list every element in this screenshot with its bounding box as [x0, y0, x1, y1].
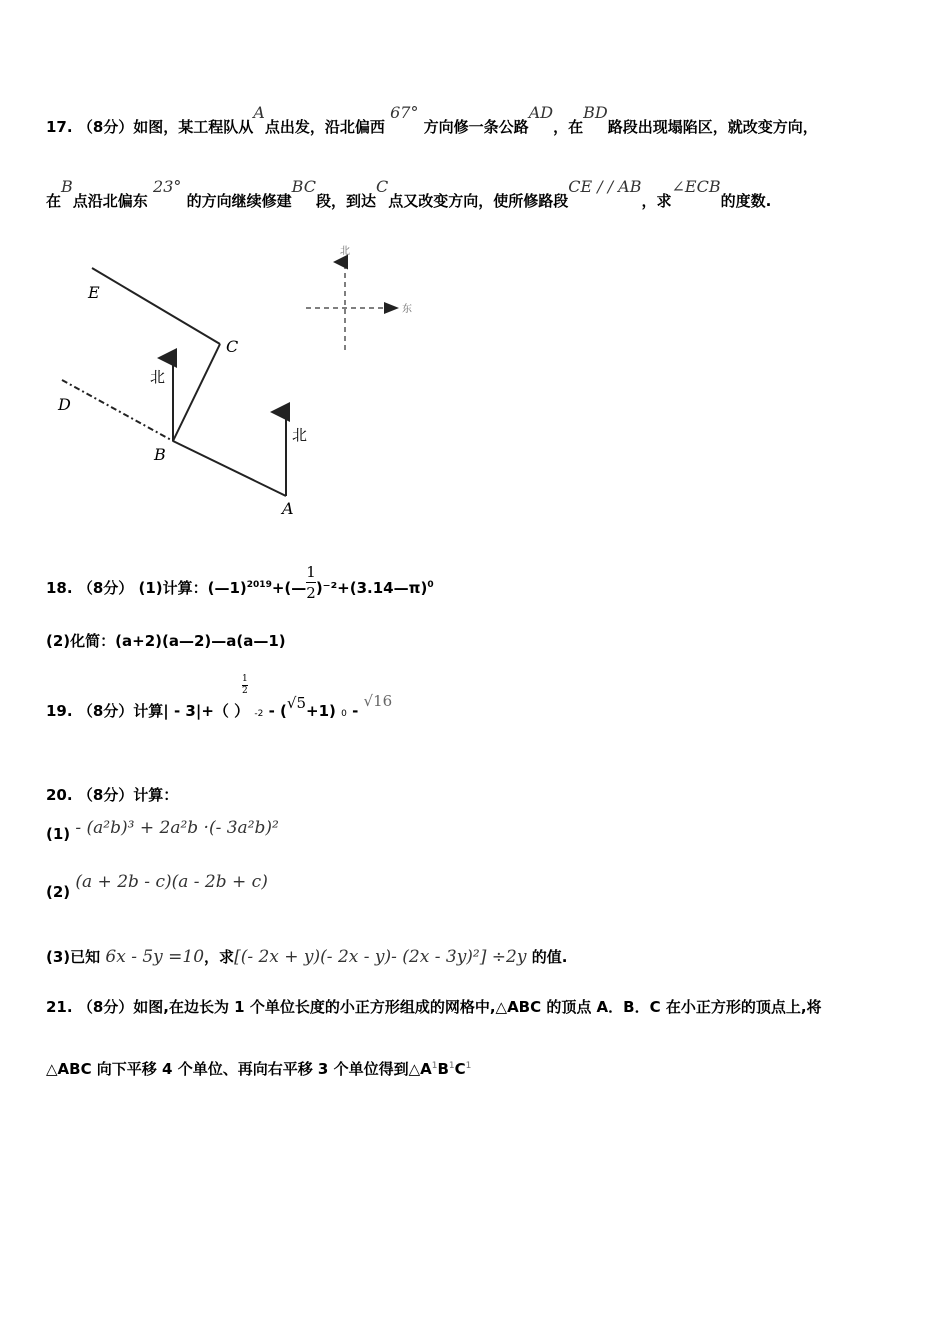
north-label-a: 北 [292, 426, 308, 444]
label-b: B [154, 445, 166, 464]
road-figure [40, 240, 440, 530]
q19-line: 19. （8分）计算| - 3|+（ ） $\frac{1}{2}$ -2 - (√5+1) 0 - √16 [46, 674, 393, 720]
q20-part3: (3)已知 6x - 5y =10，求[(- 2x + y)(- 2x - y)- (2x - 3y)²] ÷2y 的值. [46, 947, 568, 967]
label-c: C [226, 337, 239, 356]
q19-half: $\frac{1}{2}$ [242, 674, 248, 696]
q17-line2: 在B点沿北偏东 23° 的方向继续修建BC段，到达C点又改变方向，使所修路段CE / / AB，求∠ECB的度数. [46, 177, 772, 210]
q20-number: 20. [46, 786, 73, 804]
segment-ec [92, 268, 220, 344]
q19-number: 19. [46, 702, 73, 720]
label-e: E [88, 283, 100, 302]
segment-ba [173, 441, 286, 496]
compass-east-label: 东 [402, 304, 412, 315]
q17-line1: 17. （8分）如图，某工程队从A点出发，沿北偏西 67° 方向修一条公路AD，在BD路段出现塌陷区，就改变方向， [46, 103, 818, 136]
q18-part2: (2)化简：(a+2)(a—2)—a(a—1) [46, 632, 286, 650]
north-label-b: 北 [150, 368, 166, 386]
q18-number: 18. [46, 579, 73, 597]
q18-part1: 18. （8分） (1)计算：(—1)$^{2019}$+(— $\frac{1}{2}$ )⁻²+(3.14—π)$^0$ [46, 563, 434, 602]
segment-db-dashed [62, 380, 173, 441]
q21-line1: 21. （8分）如图,在边长为 1 个单位长度的小正方形组成的网格中,△ABC 的顶点 A．B．C 在小正方形的顶点上,将 [46, 998, 822, 1016]
q21-number: 21. [46, 998, 73, 1016]
q20-heading: 20. （8分）计算： [46, 786, 179, 804]
label-a: A [282, 499, 294, 518]
q21-line2: △ABC 向下平移 4 个单位、再向右平移 3 个单位得到$\triangle A^1B^1C^1$ [46, 1060, 472, 1078]
q20-part2: (2) (a + 2b - c)(a - 2b + c) [46, 872, 268, 901]
q20-part1: (1) - (a²b)³ + 2a²b ·(- 3a²b)² [46, 818, 279, 843]
q18-fraction: $\frac{1}{2}$ [306, 563, 316, 602]
q17-number: 17. [46, 118, 73, 136]
compass-north-label: 北 [340, 246, 350, 257]
segment-cb [173, 344, 220, 441]
label-d: D [58, 395, 71, 414]
